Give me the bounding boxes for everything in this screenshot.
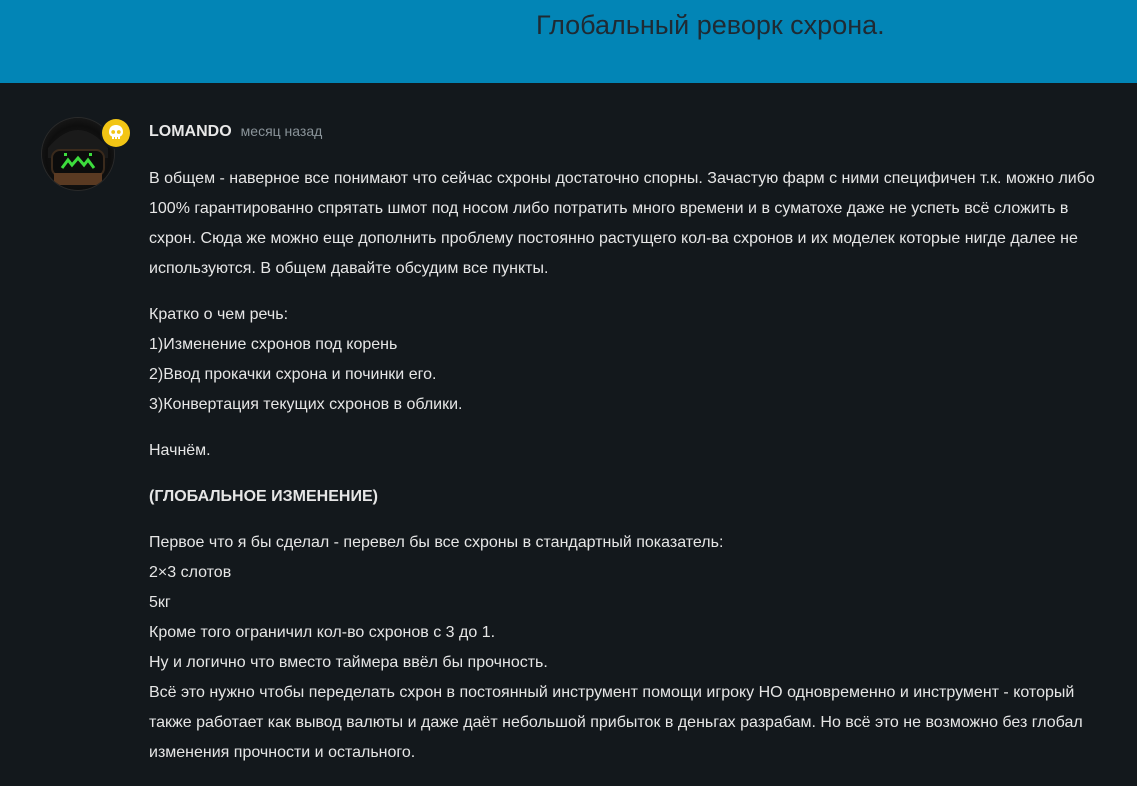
details-block	[149, 528, 1114, 768]
section-heading: (ГЛОБАЛЬНОЕ ИЗМЕНЕНИЕ)	[149, 488, 378, 505]
user-badge	[102, 119, 130, 147]
author-name[interactable]: LOMANDO	[149, 123, 232, 140]
page-header	[0, 0, 1137, 83]
summary-line: 2)Ввод прокачки схрона и починки его.	[149, 366, 437, 383]
details-line: Ну и логично что вместо таймера ввёл бы прочность.	[149, 654, 548, 671]
details-line: 5кг	[149, 594, 171, 611]
details-line: Первое что я бы сделал - перевел бы все схроны в стандартный показатель:	[149, 534, 724, 551]
summary-line: Кратко о чем речь:	[149, 306, 289, 323]
details-line: Кроме того ограничил кол-во схронов с 3 до 1.	[149, 624, 496, 641]
summary-block	[149, 300, 1114, 420]
skull-icon	[108, 124, 124, 142]
post-body	[149, 164, 1114, 784]
summary-line: 1)Изменение схронов под корень	[149, 336, 398, 353]
post	[0, 83, 1137, 786]
conclusion-text: Всё это нужно чтобы переделать схрон в постоянный инструмент помощи игроку НО одновременно и инструмент - который также работает как вывод валюты и даже даёт небольшой прибыток в деньгах разрабам. Но всё это не возможно без глобал изменения прочности и остального.	[149, 684, 1083, 761]
page-title: Глобальный реворк схрона.	[536, 10, 885, 40]
post-time[interactable]: месяц назад	[240, 123, 323, 139]
post-meta	[149, 123, 322, 141]
summary-line: 3)Конвертация текущих схронов в облики.	[149, 396, 463, 413]
intro-paragraph: В общем - наверное все понимают что сейчас схроны достаточно спорны. Зачастую фарм с ними специфичен т.к. можно либо 100% гарантированно спрятать шмот под носом либо потратить много времени и в суматохе даже не успеть всё сложить в схрон. Сюда же можно еще дополнить проблему постоянно растущего кол-ва схронов и их моделек которые нигде далее не используются. В общем давайте обсудим все пункты.	[149, 170, 1095, 277]
details-line: 2×3 слотов	[149, 564, 232, 581]
start-paragraph: Начнём.	[149, 442, 211, 459]
